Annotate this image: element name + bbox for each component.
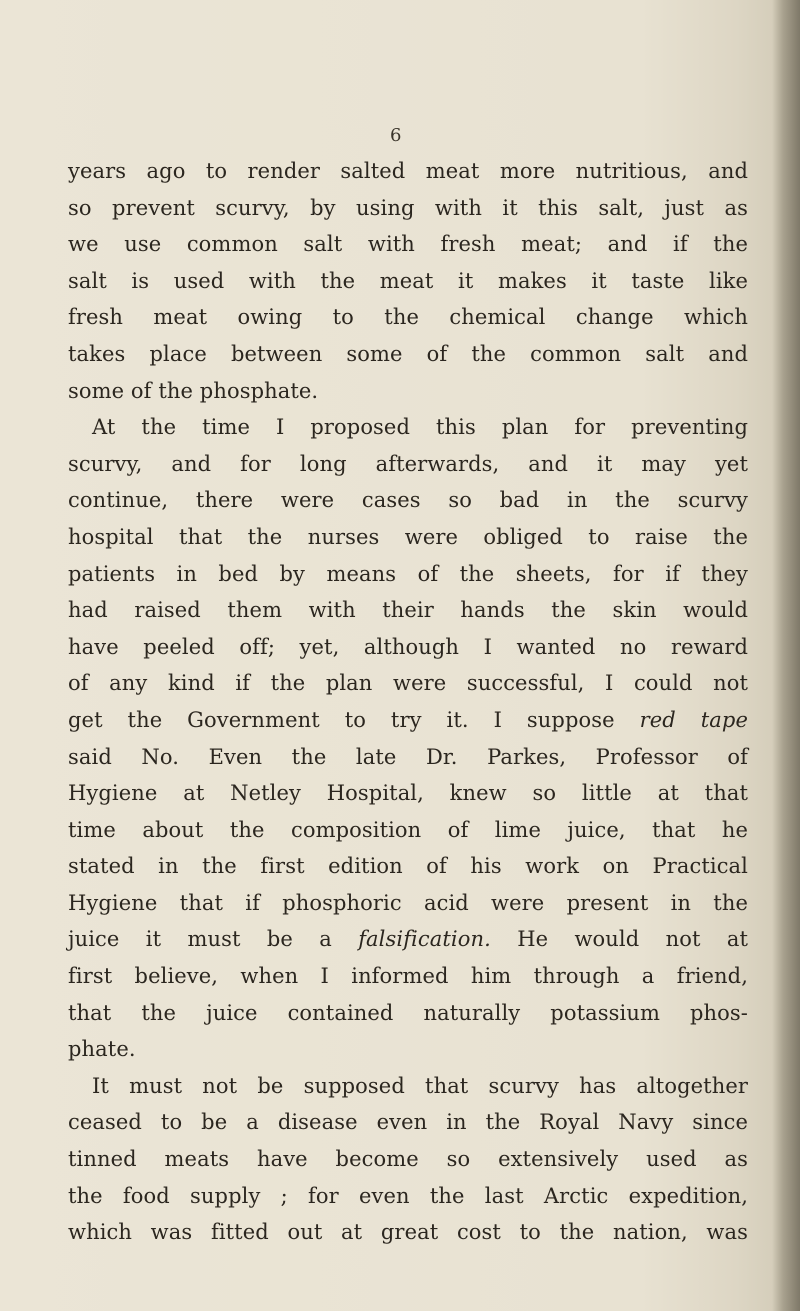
text-segment: patients in bed by means of the sheets, for if they: [68, 561, 748, 586]
text-line: [68, 1068, 748, 1105]
text-line: [68, 409, 748, 446]
text-line: [68, 556, 748, 593]
body-text: [68, 153, 748, 1251]
text-line: [68, 1214, 748, 1251]
text-line: [68, 299, 748, 336]
text-line: [68, 739, 748, 776]
text-line: [68, 226, 748, 263]
text-segment: It must not be supposed that scurvy has altogether: [92, 1073, 748, 1098]
text-line: [68, 482, 748, 519]
text-segment: had raised them with their hands the skin would: [68, 598, 748, 623]
text-line: [68, 885, 748, 922]
text-line: [68, 519, 748, 556]
text-segment: years ago to render salted meat more nutritious, and: [68, 159, 748, 183]
text-line: [68, 263, 748, 300]
text-line: [68, 921, 748, 958]
text-segment: At the time I proposed this plan for preventing: [92, 415, 748, 440]
text-segment: salt is used with the meat it makes it taste like: [68, 268, 748, 293]
text-segment: time about the composition of lime juice, that he: [68, 817, 748, 842]
text-segment: He would not at: [490, 927, 748, 952]
text-segment: Hygiene at Netley Hospital, knew so little at that: [68, 781, 748, 806]
text-segment: fresh meat owing to the chemical change which: [68, 305, 748, 330]
text-line: [68, 336, 748, 373]
text-segment: said No. Even the late Dr. Parkes, Professor of: [68, 744, 748, 769]
page-number: 6: [390, 125, 402, 146]
text-segment: so prevent scurvy, by using with it this salt, just as: [68, 195, 748, 220]
text-segment: have peeled off; yet, although I wanted no reward: [68, 634, 748, 659]
text-segment: continue, there were cases so bad in the scurvy: [68, 488, 748, 513]
text-line: [68, 812, 748, 849]
text-line: [68, 592, 748, 629]
text-segment: juice it must be a: [68, 927, 359, 952]
text-segment: scurvy, and for long afterwards, and it may yet: [68, 451, 748, 476]
text-segment: stated in the first edition of his work on Practical: [68, 854, 748, 879]
text-line: [68, 702, 748, 739]
text-line: [68, 153, 748, 190]
text-line: [68, 665, 748, 702]
text-line: [68, 995, 748, 1032]
page-edge-shadow: [772, 0, 800, 1311]
text-line: [68, 446, 748, 483]
text-segment: the food supply ; for even the last Arctic expedition,: [68, 1183, 748, 1208]
text-segment: we use common salt with fresh meat; and if the: [68, 232, 748, 257]
text-segment: some of the phosphate.: [68, 378, 319, 403]
text-line: [68, 1104, 748, 1141]
text-line: [68, 373, 748, 410]
text-segment: phate.: [68, 1037, 136, 1062]
text-segment: that the juice contained naturally potassium phos-: [68, 1000, 748, 1025]
text-line: [68, 848, 748, 885]
text-line: [68, 775, 748, 812]
text-line: [68, 1031, 748, 1068]
italic-phrase: red tape: [639, 707, 748, 732]
text-segment: which was fitted out at great cost to the nation, was: [68, 1220, 748, 1245]
text-line: [68, 190, 748, 227]
text-segment: ceased to be a disease even in the Royal Navy since: [68, 1110, 748, 1135]
text-segment: get the Government to try it. I suppose: [68, 707, 640, 732]
text-segment: Hygiene that if phosphoric acid were present in the: [68, 890, 748, 915]
text-segment: tinned meats have become so extensively used as: [68, 1147, 748, 1172]
text-line: [68, 958, 748, 995]
text-segment: takes place between some of the common salt and: [68, 341, 748, 366]
text-line: [68, 1178, 748, 1215]
text-line: [68, 1141, 748, 1178]
text-segment: hospital that the nurses were obliged to raise the: [68, 524, 748, 549]
text-segment: first believe, when I informed him through a friend,: [68, 964, 748, 989]
text-line: [68, 629, 748, 666]
text-segment: of any kind if the plan were successful, I could not: [68, 671, 748, 696]
italic-phrase: falsification.: [358, 927, 491, 952]
